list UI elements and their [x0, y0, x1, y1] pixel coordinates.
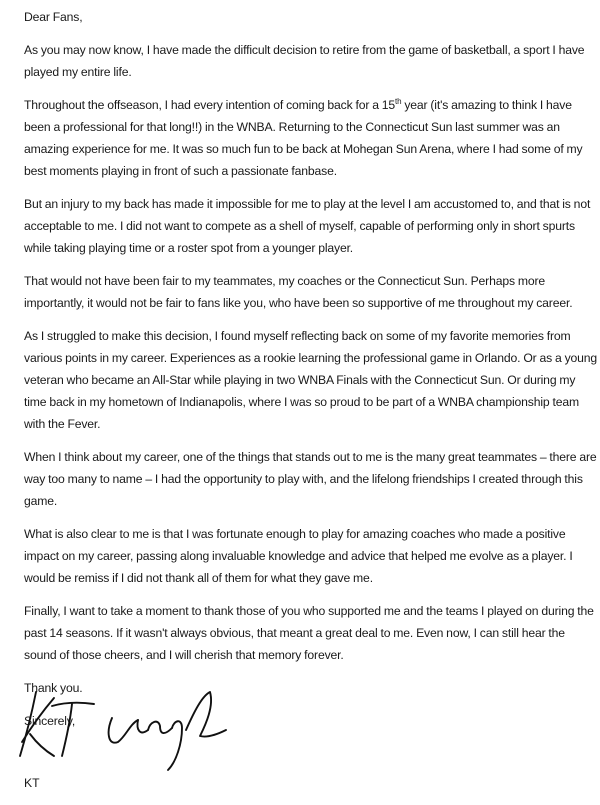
letter-body — [24, 6, 598, 743]
paragraph-memories: As I struggled to make this decision, I found myself reflecting back on some of my favorite memories from various points in my career. Experiences as a rookie learning the professional game in Orlando. Or as a young veteran who became an All-Star while playing in two WNBA Finals with the Connecticut Sun. Or during my time back in my hometown of Indianapolis, where I was so proud to be part of a WNBA championship team with the Fever. — [24, 329, 598, 431]
paragraph-thanks-fans: Finally, I want to take a moment to thank those of you who supported me and the teams I played on during the past 14 seasons. If it wasn't always obvious, that meant a great deal to me. Even now, I can still hear the sound of those cheers, and I will cherish that memory forever. — [24, 604, 594, 662]
paragraph-coaches: What is also clear to me is that I was fortunate enough to play for amazing coaches who made a positive impact on my career, passing along invaluable knowledge and advice that helped me evolve as a player. I would be remiss if I did not thank all of them for what they gave me. — [24, 527, 573, 585]
paragraph-offseason-rest: year (it's amazing to think I have been a professional for that long!!) in the WNBA. Returning to the Connecticut Sun last summer was an amazing experience for me. It was so much fun to be back at Mohegan Sun Arena, where I had some of my best moments playing in front of such a passionate fanbase. — [24, 98, 583, 178]
paragraph-retirement-decision: As you may now know, I have made the difficult decision to retire from the game of basketball, a sport I have played my entire life. — [24, 43, 585, 79]
thank-you-line: Thank you. — [24, 681, 83, 695]
salutation: Dear Fans, — [24, 10, 83, 24]
paragraph-fairness: That would not have been fair to my teammates, my coaches or the Connecticut Sun. Perhaps more importantly, it would not be fair to fans like you, who have been so supportive of me throughout my career. — [24, 274, 573, 310]
signer-name: KT — [24, 776, 40, 790]
paragraph-injury: But an injury to my back has made it impossible for me to play at the level I am accustomed to, and that is not acceptable to me. I did not want to compete as a shell of myself, capable of performing only in short spurts while taking playing time or a roster spot from a younger player. — [24, 197, 591, 255]
closing-line: Sincerely, — [24, 714, 76, 728]
ordinal-superscript: th — [395, 96, 402, 106]
paragraph-teammates: When I think about my career, one of the things that stands out to me is the many great teammates – there are way too many to name – I had the opportunity to play with, and the lifelong friendships I created through this game. — [24, 450, 597, 508]
paragraph-offseason — [24, 94, 598, 182]
handwritten-signature — [14, 684, 229, 776]
paragraph-offseason-start: Throughout the offseason, I had every intention of coming back for a 15 — [24, 98, 396, 112]
